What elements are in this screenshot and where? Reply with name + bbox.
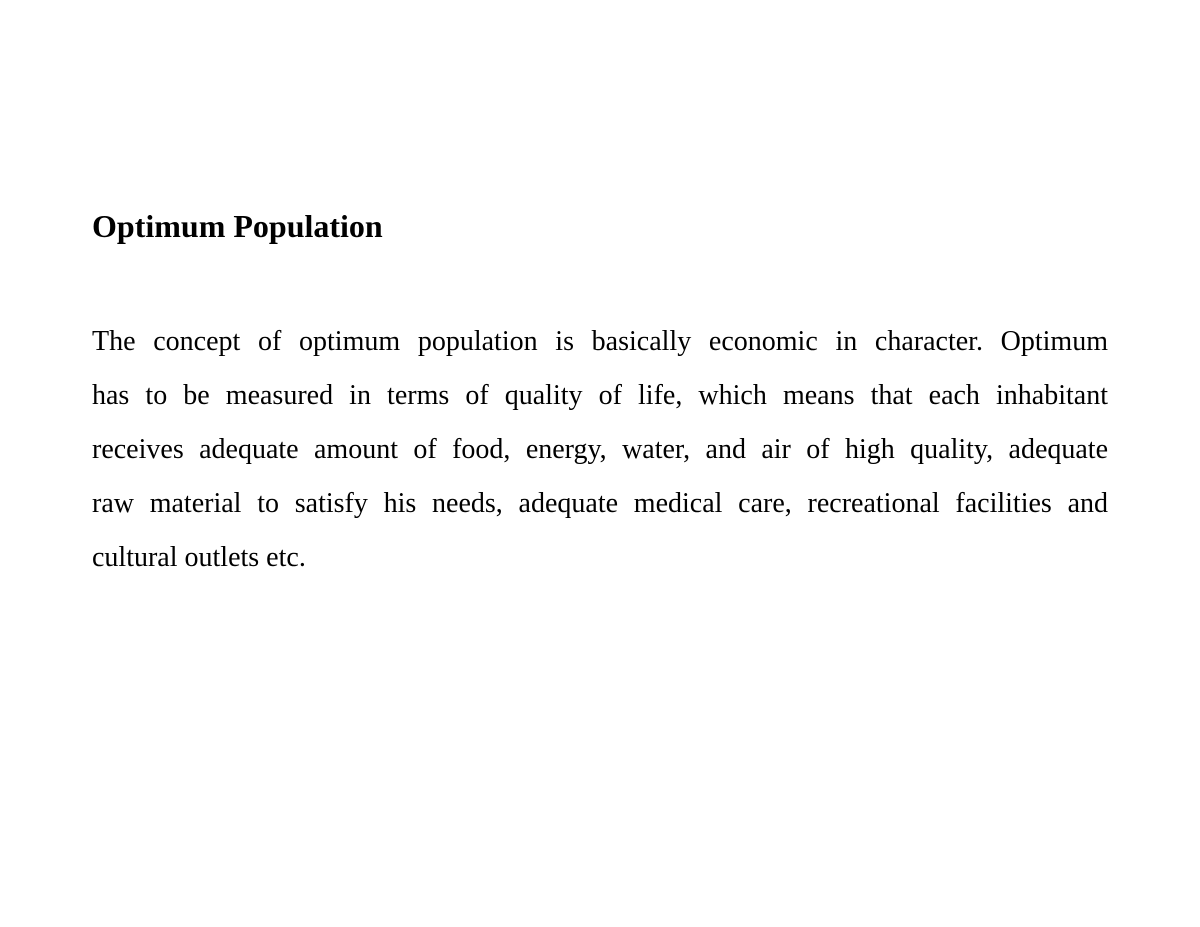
paragraph-line: The concept of optimum population is basically economic in character. Optimum [92, 326, 1108, 357]
paragraph-line: receives adequate amount of food, energy, water, and air of high quality, adequate [92, 434, 1108, 465]
paragraph-line: raw material to satisfy his needs, adequate medical care, recreational facilities and [92, 488, 1108, 519]
paragraph-line: cultural outlets etc. [92, 542, 306, 573]
document-title: Optimum Population [92, 208, 383, 244]
body-paragraph [92, 322, 1108, 592]
paragraph-line: has to be measured in terms of quality of life, which means that each inhabitant [92, 380, 1108, 411]
